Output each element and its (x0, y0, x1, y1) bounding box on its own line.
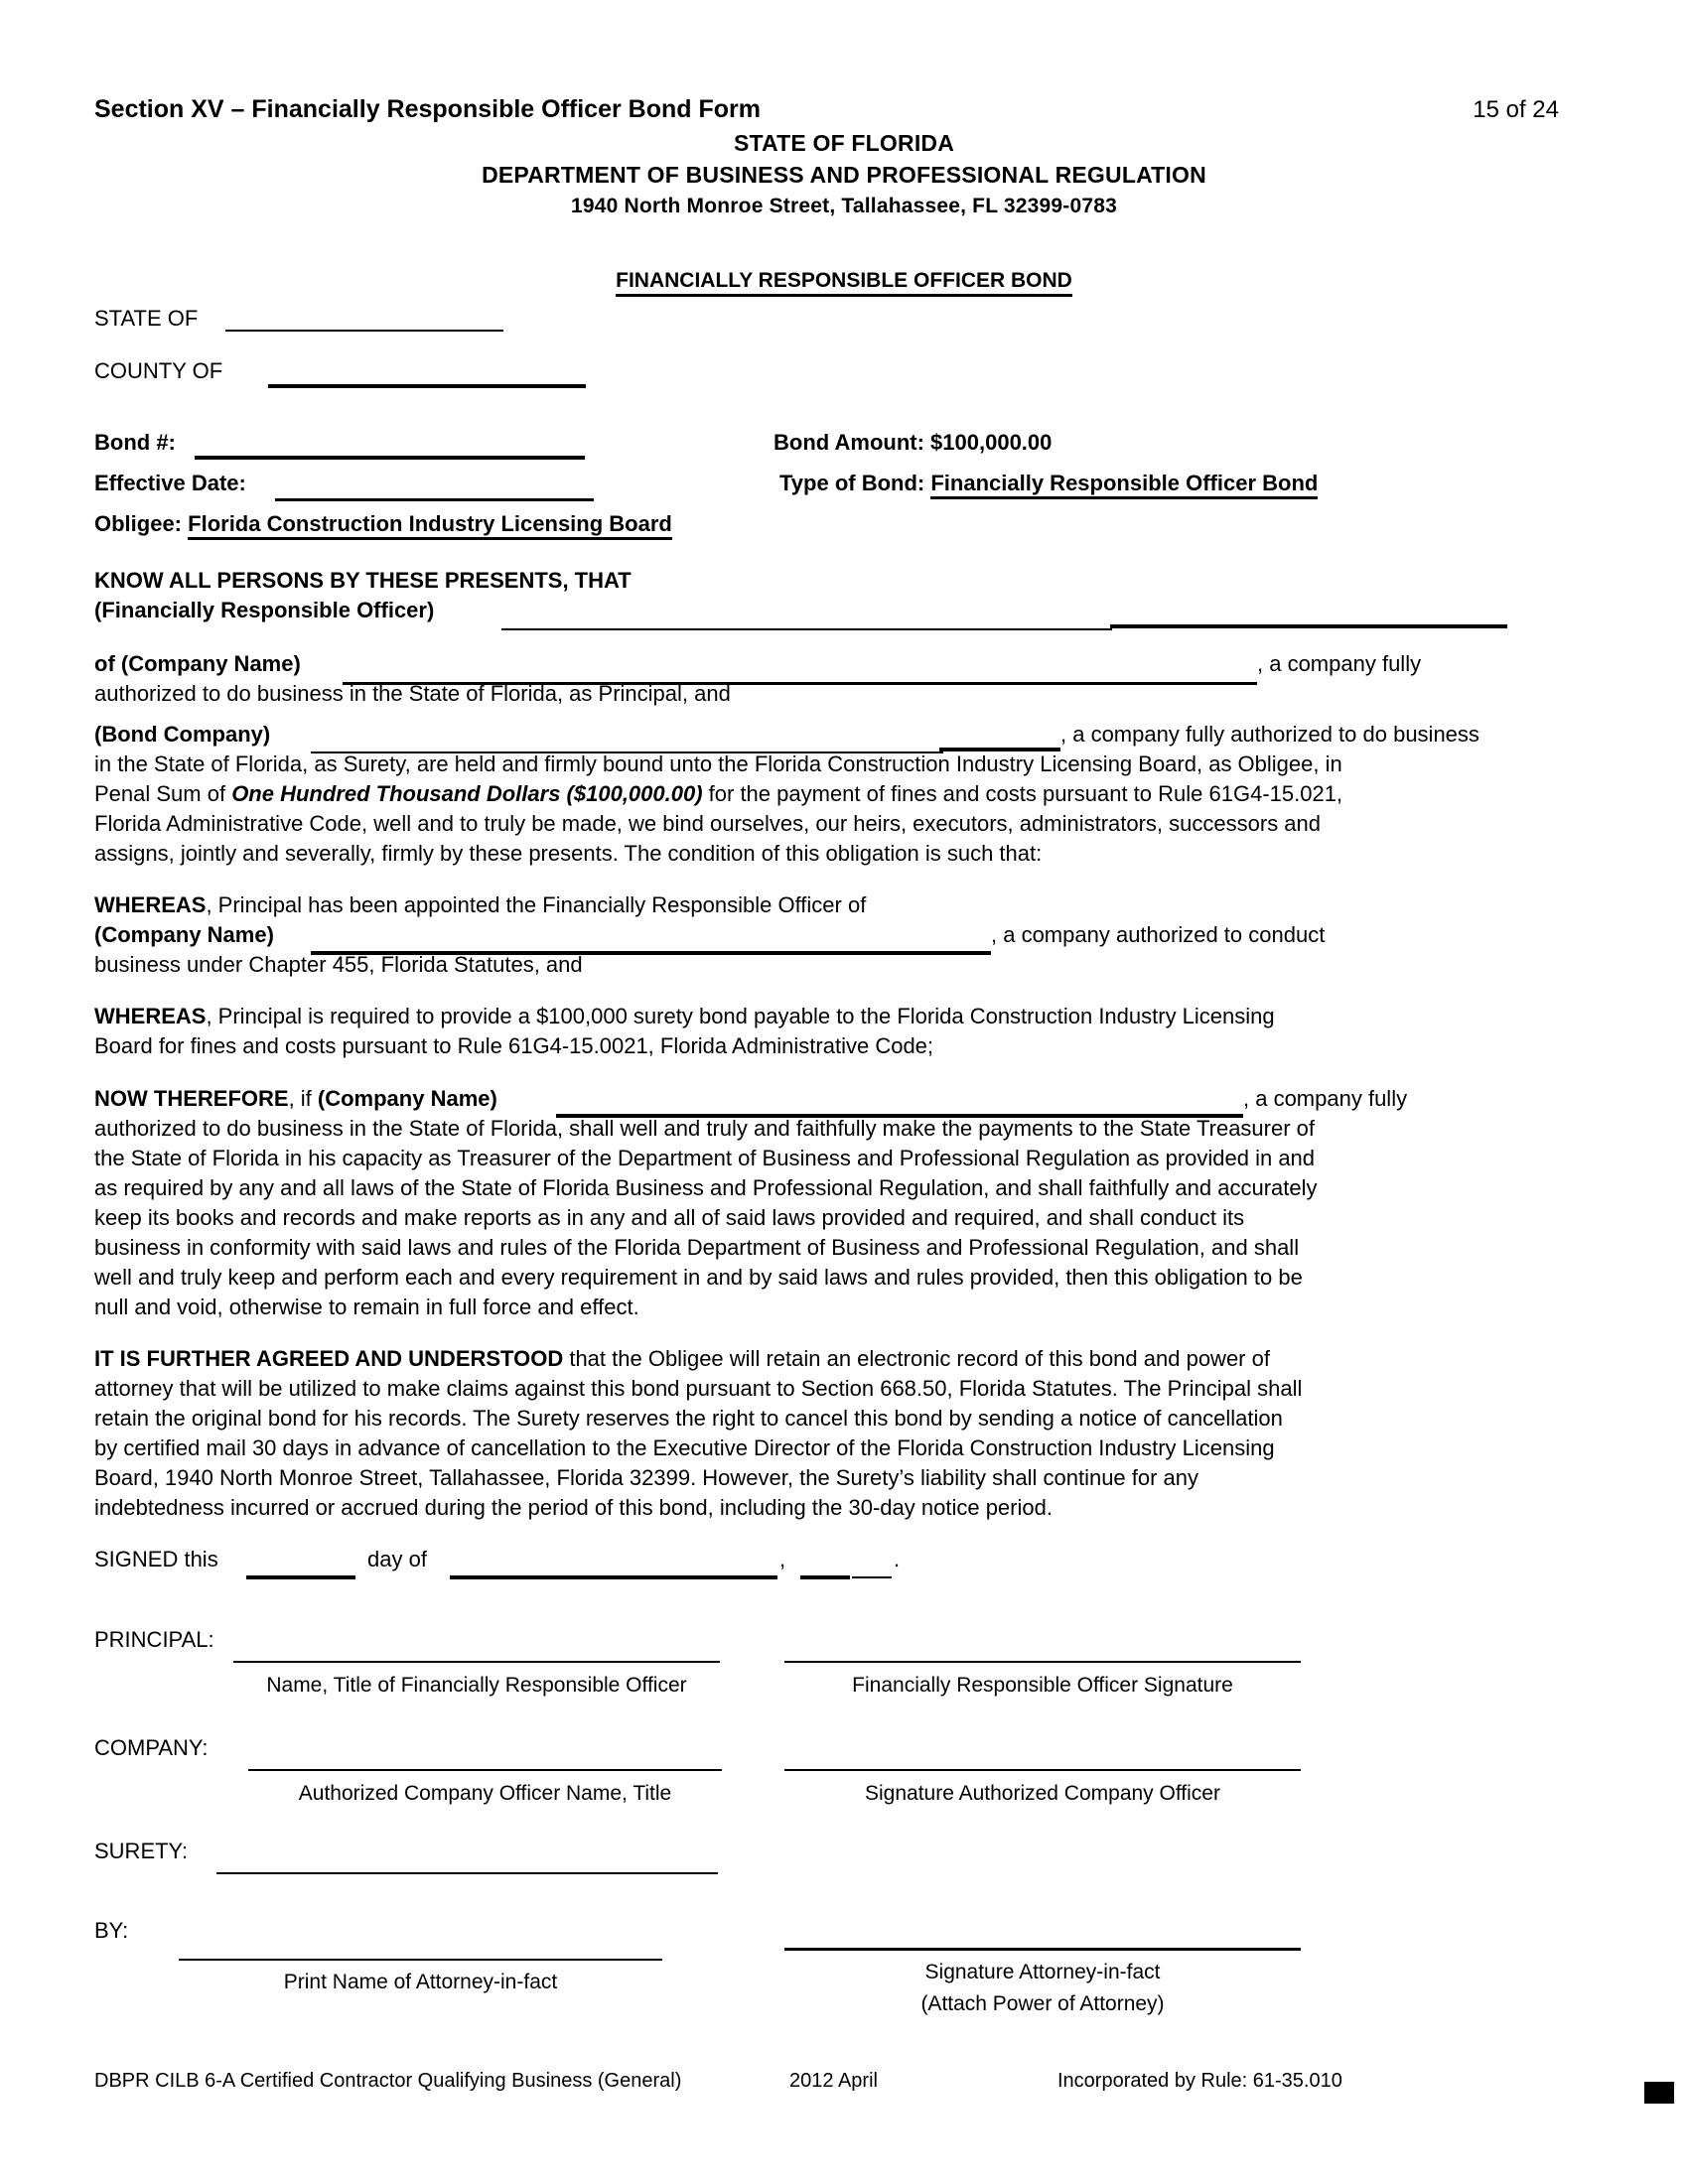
signed-year-blank-1[interactable] (800, 1575, 850, 1579)
type-of-bond-value: Financially Responsible Officer Bond (930, 471, 1318, 499)
company-name-blank[interactable] (248, 1769, 722, 1771)
obligee-label: Obligee: (94, 511, 183, 536)
further-agreed-line6: indebtedness incurred or accrued during the period of this bond, including the 30-day notice period. (94, 1495, 1053, 1520)
now-therefore-line3: the State of Florida in his capacity as Treasurer of the Department of Business and Professional Regulation as provided in and (94, 1146, 1316, 1170)
document-title-text: FINANCIALLY RESPONSIBLE OFFICER BOND (616, 269, 1072, 297)
further-agreed-line1 (94, 1345, 1270, 1372)
page-number: 15 of 24 (1473, 96, 1559, 123)
penal-sum-amount: One Hundred Thousand Dollars ($100,000.00) (231, 781, 703, 806)
by-signature-blank[interactable] (784, 1948, 1301, 1951)
principal-caption-right: Financially Responsible Officer Signature (852, 1674, 1233, 1697)
section-title: Section XV – Financially Responsible Officer Bond Form (94, 95, 761, 123)
bond-amount-value: $100,000.00 (930, 430, 1053, 455)
now-therefore-line2: authorized to do business in the State of Florida, shall well and truly and faithfully make the payments to the State Treasurer of (94, 1116, 1316, 1141)
bond-amount-label: Bond Amount: (774, 430, 924, 455)
signed-prefix: SIGNED this (94, 1547, 218, 1571)
agency-state-line: STATE OF FLORIDA (733, 130, 955, 156)
county-of-label: COUNTY OF (94, 358, 223, 383)
whereas-1-line3: business under Chapter 455, Florida Statutes, and (94, 952, 583, 977)
type-of-bond-label: Type of Bond: (779, 471, 925, 495)
now-therefore-tail: , a company fully (1243, 1086, 1408, 1111)
agency-department-line: DEPARTMENT OF BUSINESS AND PROFESSIONAL REGULATION (482, 162, 1206, 188)
principal-signature-blank[interactable] (784, 1661, 1301, 1663)
principal-label: PRINCIPAL: (94, 1627, 214, 1652)
whereas-2-line2: Board for fines and costs pursuant to Rule 61G4-15.0021, Florida Administrative Code; (94, 1033, 934, 1058)
principal-caption-left: Name, Title of Financially Responsible Officer (266, 1674, 687, 1697)
further-agreed-line3: retain the original bond for his records. The Surety reserves the right to cancel this bond by sending a notice of cancellation (94, 1406, 1283, 1431)
document-title (0, 269, 1688, 293)
signed-month-blank[interactable] (450, 1575, 777, 1579)
now-therefore-line4: as required by any and all laws of the State of Florida Business and Professional Regulation, and shall faithfully and accurately (94, 1175, 1318, 1200)
footer-form-id: DBPR CILB 6-A Certified Contractor Qualifying Business (General) (94, 2070, 682, 2092)
now-therefore-company-label: (Company Name) (317, 1086, 497, 1111)
company-label: COMPANY: (94, 1735, 209, 1760)
surety-para-line4: Florida Administrative Code, well and to truly be made, we bind ourselves, our heirs, executors, administrators, successors and (94, 811, 1322, 836)
of-company-label: of (Company Name) (94, 651, 301, 676)
bond-number-blank[interactable] (195, 456, 585, 460)
further-agreed-line4: by certified mail 30 days in advance of cancellation to the Executive Director of the Florida Construction Industry Licensing (94, 1435, 1275, 1460)
now-therefore-line5: keep its books and records and make reports as in any and all of said laws provided and required, and shall conduct its (94, 1205, 1245, 1230)
signed-comma: , (779, 1547, 786, 1571)
further-agreed-keyword: IT IS FURTHER AGREED AND UNDERSTOOD (94, 1346, 564, 1371)
effective-date-blank[interactable] (275, 498, 594, 501)
surety-para-line3 (94, 780, 1342, 807)
bond-number-label: Bond #: (94, 430, 176, 455)
now-therefore-line7: well and truly keep and perform each and every requirement in and by said laws and rules provided, then this obligation to be (94, 1265, 1303, 1290)
bond-amount-row (774, 429, 1052, 456)
by-label: BY: (94, 1918, 129, 1943)
further-agreed-text: that the Obligee will retain an electronic record of this bond and power of (563, 1346, 1270, 1371)
signed-period: . (894, 1547, 901, 1571)
whereas-1-company-label: (Company Name) (94, 922, 274, 947)
surety-label: SURETY: (94, 1839, 189, 1863)
footer-rule: Incorporated by Rule: 61-35.010 (1057, 2070, 1342, 2092)
company-signature-blank[interactable] (784, 1769, 1301, 1771)
state-of-blank[interactable] (225, 330, 503, 332)
now-therefore-keyword: NOW THEREFORE (94, 1086, 289, 1111)
footer-date: 2012 April (789, 2070, 878, 2092)
bond-company-tail: , a company fully authorized to do business (1060, 722, 1479, 747)
now-therefore-line8: null and void, otherwise to remain in full force and effect. (94, 1295, 639, 1319)
surety-blank[interactable] (216, 1872, 718, 1874)
now-therefore-mid: , if (288, 1086, 318, 1111)
whereas-1-text: , Principal has been appointed the Financially Responsible Officer of (206, 892, 867, 917)
page-header (94, 95, 1559, 124)
whereas-1-keyword: WHEREAS (94, 892, 207, 917)
further-agreed-line5: Board, 1940 North Monroe Street, Tallahassee, Florida 32399. However, the Surety’s liability shall continue for any (94, 1465, 1199, 1490)
by-caption-right-line2: (Attach Power of Attorney) (920, 1992, 1165, 2015)
bond-company-label: (Bond Company) (94, 722, 271, 747)
penal-sum-suffix: for the payment of fines and costs pursuant to Rule 61G4-15.021, (702, 781, 1343, 806)
scan-registration-mark (1644, 2082, 1674, 2104)
county-of-blank[interactable] (268, 384, 586, 388)
signed-day-blank[interactable] (246, 1575, 355, 1579)
obligee-row (94, 510, 672, 537)
of-company-tail: , a company fully (1257, 651, 1422, 676)
by-name-blank[interactable] (179, 1959, 662, 1961)
know-all-persons-heading: KNOW ALL PERSONS BY THESE PRESENTS, THAT (94, 568, 632, 593)
company-caption-right: Signature Authorized Company Officer (865, 1782, 1220, 1805)
further-agreed-line2: attorney that will be utilized to make claims against this bond pursuant to Section 668.50, Florida Statutes. The Principal shall (94, 1376, 1303, 1401)
now-therefore-line6: business in conformity with said laws and rules of the Florida Department of Business and Professional Regulation, and shall (94, 1235, 1300, 1260)
agency-address-line: 1940 North Monroe Street, Tallahassee, FL 32399-0783 (570, 195, 1118, 217)
whereas-1-company-tail: , a company authorized to conduct (991, 922, 1326, 947)
by-caption-left: Print Name of Attorney-in-fact (283, 1971, 558, 1993)
now-therefore-line1 (94, 1085, 497, 1112)
whereas-1-line1 (94, 891, 866, 918)
whereas-2-text: , Principal is required to provide a $100,000 surety bond payable to the Florida Construction Industry Licensing (206, 1004, 1275, 1028)
penal-sum-prefix: Penal Sum of (94, 781, 232, 806)
signed-year-blank-2[interactable] (852, 1576, 892, 1578)
company-caption-left: Authorized Company Officer Name, Title (298, 1782, 672, 1805)
type-of-bond-row (779, 470, 1318, 496)
surety-para-line5: assigns, jointly and severally, firmly by these presents. The condition of this obligation is such that: (94, 841, 1043, 866)
fro-blank-part2[interactable] (1110, 624, 1507, 628)
whereas-2-keyword: WHEREAS (94, 1004, 207, 1028)
effective-date-label: Effective Date: (94, 471, 246, 495)
fro-label: (Financially Responsible Officer) (94, 598, 435, 622)
state-of-label: STATE OF (94, 306, 199, 331)
principal-name-blank[interactable] (233, 1661, 720, 1663)
obligee-value: Florida Construction Industry Licensing Board (188, 511, 672, 540)
by-caption-right-line1: Signature Attorney-in-fact (924, 1961, 1161, 1983)
fro-blank-part1[interactable] (501, 628, 1112, 630)
of-company-line2: authorized to do business in the State of Florida, as Principal, and (94, 681, 731, 706)
signed-mid: day of (367, 1547, 427, 1571)
whereas-2-line1 (94, 1003, 1275, 1029)
surety-para-line2: in the State of Florida, as Surety, are held and firmly bound unto the Florida Construction Industry Licensing Board, as Obligee, in (94, 751, 1342, 776)
